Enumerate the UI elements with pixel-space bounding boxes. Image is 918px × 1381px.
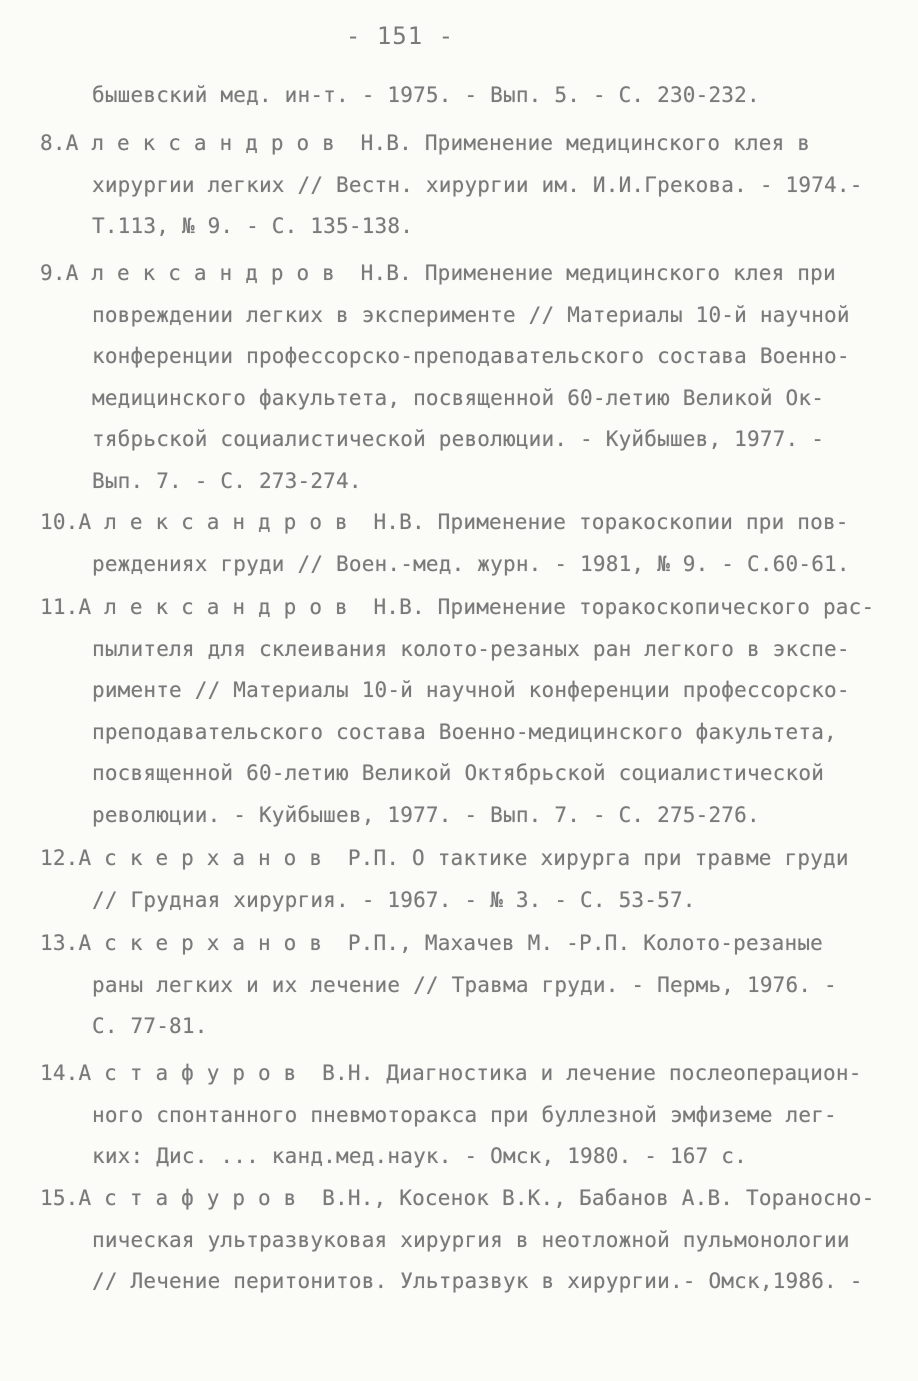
entry-line: реждениях груди // Воен.-мед. журн. - 1981, № 9. - С.60-61. bbox=[92, 551, 850, 576]
entry-line: раны легких и их лечение // Травма груди. - Пермь, 1976. - bbox=[92, 972, 837, 997]
entry-heading-text: Р.П., Махачев М. -Р.П. Колото-резаные bbox=[347, 931, 824, 955]
entry-author: Александров bbox=[65, 261, 348, 285]
entry-line: посвященной 60-летию Великой Октябрьской социалистической bbox=[92, 761, 825, 785]
entry-heading-text: В.Н. Диагностика и лечение послеоперацион- bbox=[322, 1061, 862, 1085]
entry-line: революции. - Куйбышев, 1977. - Вып. 7. - С. 275-276. bbox=[92, 802, 760, 827]
entry-line: С. 77-81. bbox=[92, 1014, 208, 1038]
entry-heading bbox=[40, 592, 874, 622]
entry-author: Аскерханов bbox=[78, 846, 335, 870]
entry-line: преподавательского состава Военно-медицинского факультета, bbox=[92, 719, 837, 744]
entry-heading-text: Н.В. Применение медицинского клея при bbox=[360, 261, 836, 285]
entry-number: 11. bbox=[40, 595, 79, 619]
entry-line: Т.113, № 9. - С. 135-138. bbox=[92, 214, 414, 238]
entry-line: хирургии легких // Вестн. хирургии им. И.И.Грекова. - 1974.- bbox=[92, 172, 863, 197]
entry-number: 9. bbox=[40, 261, 66, 285]
entry-heading-text: Р.П. О тактике хирурга при травме груди bbox=[347, 846, 849, 870]
entry-author: Александров bbox=[65, 131, 348, 155]
entry-line: пылителя для склеивания колото-резаных ран легкого в экспе- bbox=[92, 636, 850, 661]
entry-number: 13. bbox=[40, 931, 79, 955]
entry-heading-text: Н.В. Применение медицинского клея в bbox=[360, 131, 811, 155]
entry-heading-text: Н.В. Применение торакоскопии при пов- bbox=[373, 510, 849, 534]
entry-heading-text: В.Н., Косенок В.К., Бабанов А.В. Тораносно- bbox=[322, 1186, 875, 1210]
entry-line: рименте // Материалы 10-й научной конференции профессорско- bbox=[92, 678, 850, 702]
entry-heading-text: Н.В. Применение торакоскопического рас- bbox=[373, 595, 875, 619]
entry-heading bbox=[40, 1058, 862, 1088]
entry-number: 12. bbox=[40, 846, 79, 870]
entry-number: 8. bbox=[40, 131, 66, 155]
entry-number: 14. bbox=[40, 1061, 79, 1085]
entry-heading bbox=[40, 507, 849, 537]
entry-heading bbox=[40, 928, 823, 958]
entry-author: Александров bbox=[78, 595, 361, 619]
entry-line: ного спонтанного пневмоторакса при буллезной эмфиземе лег- bbox=[92, 1102, 837, 1127]
entry-line: пическая ультразвуковая хирургия в неотложной пульмонологии bbox=[92, 1227, 850, 1252]
entry-line: Вып. 7. - С. 273-274. bbox=[92, 468, 362, 493]
entry-number: 15. bbox=[40, 1186, 79, 1210]
entry-line: ких: Дис. ... канд.мед.наук. - Омск, 1980. - 167 с. bbox=[92, 1144, 747, 1168]
entry-author: Астафуров bbox=[78, 1061, 310, 1085]
entry-line: конференции профессорско-преподавательского состава Военно- bbox=[92, 344, 850, 368]
entry-line: медицинского факультета, посвященной 60-летию Великой Ок- bbox=[92, 385, 825, 410]
entry-line: // Грудная хирургия. - 1967. - № 3. - С. 53-57. bbox=[92, 887, 696, 912]
entry-heading bbox=[40, 258, 836, 288]
entry-line: бышевский мед. ин-т. - 1975. - Вып. 5. - С. 230-232. bbox=[92, 83, 760, 107]
page-number: - 151 - bbox=[345, 22, 455, 50]
entry-line: // Лечение перитонитов. Ультразвук в хирургии.- Омск,1986. - bbox=[92, 1269, 863, 1293]
entry-heading bbox=[40, 843, 849, 873]
entry-author: Астафуров bbox=[78, 1186, 310, 1210]
entry-author: Аскерханов bbox=[78, 931, 335, 955]
entry-number: 10. bbox=[40, 510, 79, 534]
entry-author: Александров bbox=[78, 510, 361, 534]
entry-line: тябрьской социалистической революции. - Куйбышев, 1977. - bbox=[92, 427, 825, 451]
entry-heading bbox=[40, 1183, 874, 1213]
entry-line: повреждении легких в эксперименте // Материалы 10-й научной bbox=[92, 302, 850, 327]
entry-heading bbox=[40, 128, 810, 158]
